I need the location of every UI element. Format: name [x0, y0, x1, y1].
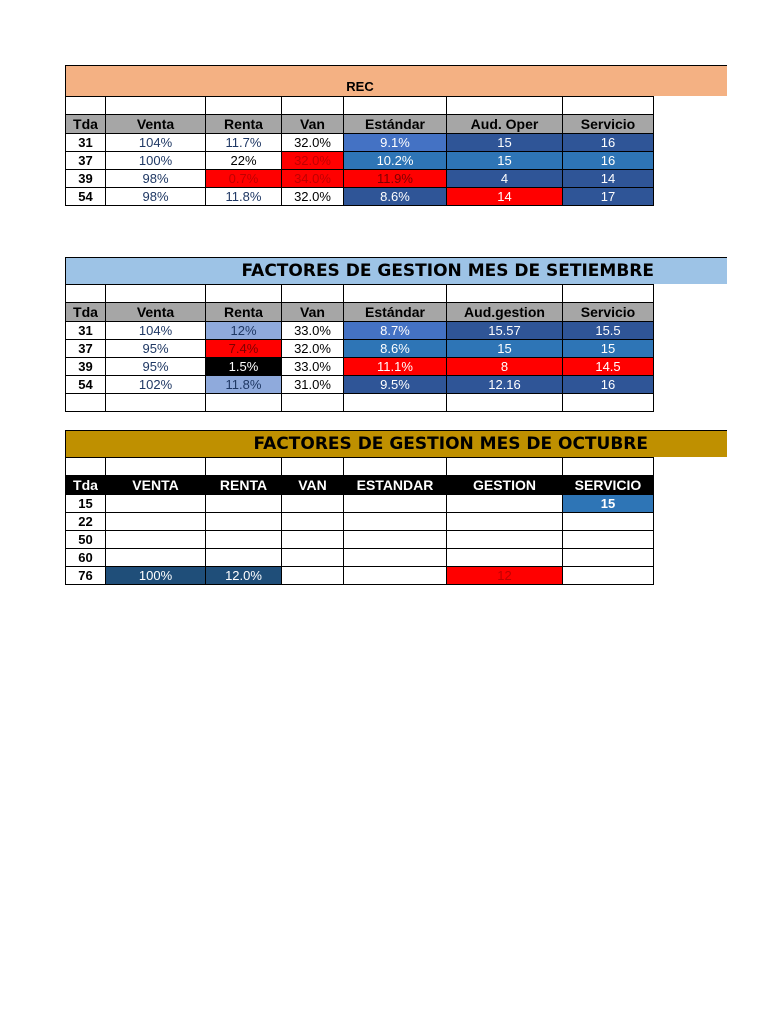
store-cell: 76	[66, 567, 106, 585]
table-row	[66, 567, 654, 585]
col-header: Servicio	[563, 303, 654, 322]
cell: 4	[447, 170, 563, 188]
table-row	[66, 170, 654, 188]
cell: 11.9%	[344, 170, 447, 188]
cell	[447, 531, 563, 549]
cell: 14	[563, 170, 654, 188]
cell: 15	[447, 134, 563, 152]
col-header: RENTA	[206, 476, 282, 495]
cell: 15	[563, 340, 654, 358]
col-header: Tda	[66, 115, 106, 134]
col-header: Tda	[66, 476, 106, 495]
cell: 104%	[106, 322, 206, 340]
table-row	[66, 376, 654, 394]
cell: 11.8%	[206, 376, 282, 394]
octubre-table	[65, 457, 654, 585]
cell: 11.8%	[206, 188, 282, 206]
table-row	[66, 513, 654, 531]
cell: 8.6%	[344, 188, 447, 206]
cell: 104%	[106, 134, 206, 152]
table-row	[66, 340, 654, 358]
store-cell: 15	[66, 495, 106, 513]
col-header: Servicio	[563, 115, 654, 134]
rec-title-bar	[65, 65, 727, 96]
cell: 22%	[206, 152, 282, 170]
store-cell: 39	[66, 358, 106, 376]
col-header: Tda	[66, 303, 106, 322]
spacer-row	[66, 97, 654, 115]
store-cell: 54	[66, 376, 106, 394]
cell	[282, 567, 344, 585]
table-row	[66, 531, 654, 549]
cell: 11.1%	[344, 358, 447, 376]
cell: 33.0%	[282, 358, 344, 376]
cell	[206, 513, 282, 531]
cell	[344, 531, 447, 549]
cell: 32.0%	[282, 340, 344, 358]
table-row	[66, 495, 654, 513]
table-row	[66, 152, 654, 170]
cell: 7.4%	[206, 340, 282, 358]
store-cell: 37	[66, 340, 106, 358]
octubre-title: FACTORES DE GESTION MES DE OCTUBRE	[253, 434, 648, 454]
table-row	[66, 322, 654, 340]
cell	[344, 513, 447, 531]
cell	[344, 567, 447, 585]
cell: 31.0%	[282, 376, 344, 394]
col-header: Renta	[206, 303, 282, 322]
table-row	[66, 549, 654, 567]
cell	[282, 495, 344, 513]
cell	[206, 531, 282, 549]
col-header: SERVICIO	[563, 476, 654, 495]
setiembre-table	[65, 284, 654, 412]
cell: 15	[563, 495, 654, 513]
cell: 102%	[106, 376, 206, 394]
cell	[344, 549, 447, 567]
cell: 32.0%	[282, 188, 344, 206]
cell: 12.0%	[206, 567, 282, 585]
cell	[282, 513, 344, 531]
cell: 0.7%	[206, 170, 282, 188]
octubre-title-bar	[65, 430, 727, 457]
setiembre-title-bar	[65, 257, 727, 284]
header-row	[66, 115, 654, 134]
store-cell: 31	[66, 134, 106, 152]
cell: 1.5%	[206, 358, 282, 376]
store-cell: 31	[66, 322, 106, 340]
cell	[563, 531, 654, 549]
cell: 16	[563, 134, 654, 152]
setiembre-title: FACTORES DE GESTION MES DE SETIEMBRE	[241, 261, 654, 281]
col-header: Venta	[106, 303, 206, 322]
cell: 32.0%	[282, 134, 344, 152]
cell: 33.0%	[282, 322, 344, 340]
cell: 32.0%	[282, 152, 344, 170]
cell	[282, 549, 344, 567]
col-header: Van	[282, 303, 344, 322]
rec-title: REC	[346, 79, 374, 94]
cell	[206, 549, 282, 567]
cell	[563, 513, 654, 531]
store-cell: 50	[66, 531, 106, 549]
cell: 15	[447, 340, 563, 358]
col-header: VENTA	[106, 476, 206, 495]
cell: 95%	[106, 358, 206, 376]
cell: 12	[447, 567, 563, 585]
cell: 10.2%	[344, 152, 447, 170]
cell: 16	[563, 152, 654, 170]
cell: 16	[563, 376, 654, 394]
cell	[447, 495, 563, 513]
rec-table	[65, 96, 654, 206]
cell: 17	[563, 188, 654, 206]
store-cell: 22	[66, 513, 106, 531]
col-header: Aud. Oper	[447, 115, 563, 134]
cell	[447, 549, 563, 567]
col-header: Estándar	[344, 115, 447, 134]
cell: 98%	[106, 170, 206, 188]
cell: 9.1%	[344, 134, 447, 152]
cell	[344, 495, 447, 513]
cell	[563, 549, 654, 567]
cell: 15.57	[447, 322, 563, 340]
cell: 14	[447, 188, 563, 206]
cell	[206, 495, 282, 513]
table-row	[66, 134, 654, 152]
col-header: Aud.gestion	[447, 303, 563, 322]
cell	[447, 513, 563, 531]
table-row	[66, 358, 654, 376]
cell: 12%	[206, 322, 282, 340]
cell: 15	[447, 152, 563, 170]
cell: 100%	[106, 567, 206, 585]
header-row	[66, 303, 654, 322]
col-header: GESTION	[447, 476, 563, 495]
cell	[563, 567, 654, 585]
cell: 11.7%	[206, 134, 282, 152]
store-cell: 60	[66, 549, 106, 567]
cell: 12.16	[447, 376, 563, 394]
cell	[106, 531, 206, 549]
col-header: Renta	[206, 115, 282, 134]
cell	[106, 495, 206, 513]
spacer-row	[66, 285, 654, 303]
table-row	[66, 188, 654, 206]
store-cell: 54	[66, 188, 106, 206]
col-header: Venta	[106, 115, 206, 134]
cell: 8.7%	[344, 322, 447, 340]
cell: 14.5	[563, 358, 654, 376]
cell: 98%	[106, 188, 206, 206]
cell: 100%	[106, 152, 206, 170]
cell	[106, 513, 206, 531]
cell: 8	[447, 358, 563, 376]
col-header: Van	[282, 115, 344, 134]
cell	[106, 549, 206, 567]
store-cell: 39	[66, 170, 106, 188]
cell: 15.5	[563, 322, 654, 340]
cell: 34.0%	[282, 170, 344, 188]
col-header: Estándar	[344, 303, 447, 322]
col-header: ESTANDAR	[344, 476, 447, 495]
cell: 95%	[106, 340, 206, 358]
col-header: VAN	[282, 476, 344, 495]
cell: 8.6%	[344, 340, 447, 358]
cell	[282, 531, 344, 549]
header-row	[66, 476, 654, 495]
spacer-row	[66, 394, 654, 412]
store-cell: 37	[66, 152, 106, 170]
spacer-row	[66, 458, 654, 476]
cell: 9.5%	[344, 376, 447, 394]
